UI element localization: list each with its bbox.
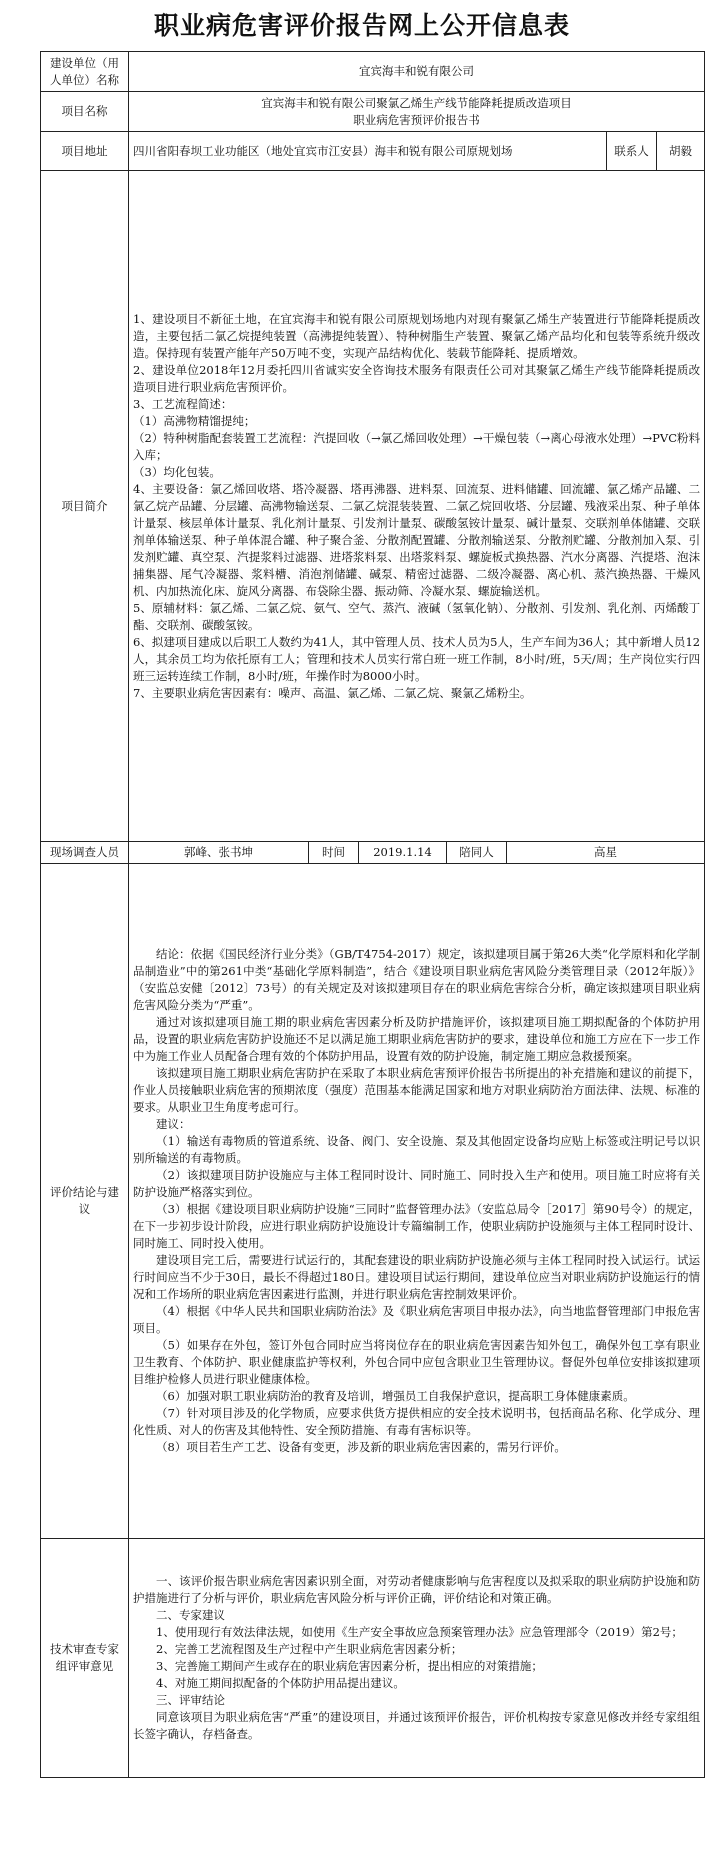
row-conclusion <box>41 864 705 1539</box>
expert-content <box>129 1539 705 1778</box>
expert-para: 4、对施工期间拟配备的个体防护用品提出建议。 <box>156 1676 405 1690</box>
info-table <box>40 51 705 1778</box>
intro-line: 6、拟建项目建成以后职工人数约为41人，其中管理人员、技术人员为5人，生产车间为36人；其中新增人员12人，其余员工均为依托原有工人；管理和技术人员实行常白班一班工作制，8小时/班，5天/周；生产岗位实行四班三运转连续工作制，8小时/班，年操作时为8000小时。 <box>133 634 701 683</box>
row-project-address <box>41 132 705 171</box>
conclusion-para: 通过对该拟建项目施工期的职业病危害因素分析及防护措施评价，该拟建项目施工期拟配备的个体防护用品，设置的职业病危害防护设施还不足以满足施工期职业病危害防护的要求，建设单位和施工方应在下一步工作中为施工作业人员配备合理有效的个体防护用品，设置有效的防护设施，制定施工期应急救援预案。 <box>133 1015 701 1063</box>
time-value: 2019.1.14 <box>359 842 447 864</box>
conclusion-para: （5）如果存在外包，签订外包合同时应当将岗位存在的职业病危害因素告知外包工，确保外包工享有职业卫生教育、个体防护、职业健康监护等权利，外包合同中应包含职业卫生管理协议。督促外包单位安排该拟建项目维护检修人员进行职业健康体检。 <box>133 1338 701 1386</box>
expert-para: 同意该项目为职业病危害“严重”的建设项目，并通过该预评价报告，评价机构按专家意见修改并经专家组组长签字确认，存档备查。 <box>133 1710 701 1741</box>
conclusion-para: （1）输送有毒物质的管道系统、设备、阀门、安全设施、泵及其他固定设备均应贴上标签或注明记号以识别所输送的有毒物质。 <box>133 1134 701 1165</box>
intro-line: 1、建设项目不新征土地，在宜宾海丰和锐有限公司原规划场地内对现有聚氯乙烯生产装置进行节能降耗提质改造，主要包括二氯乙烷提纯装置（高沸提纯装置）、特种树脂生产装置、聚氯乙烯产品均化和包装等系统升级改造。保持现有装置产能年产50万吨不变，实现产品结构优化、装载节能降耗、提质增效。 <box>133 311 701 360</box>
contact-value: 胡毅 <box>657 132 705 171</box>
intro-line: 3、工艺流程简述： <box>133 396 233 411</box>
expert-label: 技术审查专家组评审意见 <box>41 1539 129 1778</box>
intro-line: 4、主要设备：氯乙烯回收塔、塔冷凝器、塔再沸器、进料泵、回流泵、进料储罐、回流罐、氯乙烯产品罐、二氯乙烷产品罐、分层罐、高沸物输送泵、二氯乙烷混装装置、二氯乙烷回收塔、分层罐、残液采出泵、种子单体计量泵、核层单体计量泵、乳化剂计量泵、引发剂计量泵、碳酸氢铵计量泵、碱计量泵、交联剂单体储罐、交联剂单体输送泵、种子单体混合罐、种子聚合釜、分散剂配置罐、分散剂输送泵、分散剂贮罐、分散剂加入泵、引发剂贮罐、真空泵、汽提浆料过滤器、进塔浆料泵、出塔浆料泵、螺旋板式换热器、汽水分离器、汽提塔、泡沫捕集器、尾气冷凝器、浆料槽、消泡剂储罐、碱泵、精密过滤器、二级冷凝器、离心机、蒸汽换热器、干燥风机、内加热流化床、旋风分离器、布袋除尘器、振动筛、冷凝水泵、螺旋输送机。 <box>133 481 701 598</box>
conclusion-para: 结论：依据《国民经济行业分类》（GB/T4754-2017）规定，该拟建项目属于第26大类“化学原料和化学制品制造业”中的第261中类“基础化学原料制造”，结合《建设项目职业病危害风险分类管理目录（2012年版）》（安监总安健〔2012〕73号）的有关规定及对该拟建项目存在的职业病危害综合分析，确定该拟建项目职业病危害风险分类为“严重”。 <box>133 947 701 1012</box>
time-label: 时间 <box>309 842 359 864</box>
conclusion-content <box>129 864 705 1539</box>
accompany-label: 陪同人 <box>447 842 507 864</box>
conclusion-para: （4）根据《中华人民共和国职业病防治法》及《职业病危害项目申报办法》，向当地监督管理部门申报危害项目。 <box>133 1304 701 1335</box>
conclusion-para: 建设项目完工后，需要进行试运行的，其配套建设的职业病防护设施必须与主体工程同时投入试运行。试运行时间应当不少于30日，最长不得超过180日。建设项目试运行期间，建设单位应当对职业病防护设施运行的情况和工作场所的职业病危害因素进行监测，并进行职业病危害控制效果评价。 <box>133 1253 701 1301</box>
project-name-line1: 宜宾海丰和锐有限公司聚氯乙烯生产线节能降耗提质改造项目 <box>261 95 572 110</box>
expert-para: 3、完善施工期间产生或存在的职业病危害因素分析，提出相应的对策措施； <box>156 1659 543 1673</box>
conclusion-para: 该拟建项目施工期职业病危害防护在采取了本职业病危害预评价报告书所提出的补充措施和建议的前提下，作业人员接触职业病危害的预期浓度（强度）范围基本能满足国家和地方对职业病防治方面法律、法规、标准的要求。从职业卫生角度考虑可行。 <box>133 1066 701 1114</box>
project-address-value: 四川省阳春坝工业功能区（地处宜宾市江安县）海丰和锐有限公司原规划场 <box>129 132 607 171</box>
intro-line: 7、主要职业病危害因素有：噪声、高温、氯乙烯、二氯乙烷、聚氯乙烯粉尘。 <box>133 685 532 700</box>
conclusion-para: （6）加强对职工职业病防治的教育及培训，增强员工自我保护意识，提高职工身体健康素质。 <box>156 1389 635 1403</box>
row-intro <box>41 171 705 842</box>
expert-para: 2、完善工艺流程图及生产过程中产生职业病危害因素分析； <box>156 1642 463 1656</box>
conclusion-para: （3）根据《建设项目职业病防护设施“三同时”监督管理办法》（安监总局令［2017］第90号令）的规定，在下一步初步设计阶段，应进行职业病防护设施设计专篇编制工作，使职业病防护设施须与主体工程同时设计、同时施工、同时投入使用。 <box>133 1202 701 1250</box>
row-expert <box>41 1539 705 1778</box>
conclusion-para: 建议： <box>156 1117 191 1131</box>
row-project-name <box>41 92 705 132</box>
contact-label: 联系人 <box>607 132 657 171</box>
intro-line: 2、建设单位2018年12月委托四川省诚实安全咨询技术服务有限责任公司对其聚氯乙烯生产线节能降耗提质改造项目进行职业病危害预评价。 <box>133 362 701 394</box>
intro-label: 项目简介 <box>41 171 129 842</box>
row-unit <box>41 52 705 92</box>
intro-line: （3）均化包装。 <box>133 464 221 479</box>
row-survey <box>41 842 705 864</box>
unit-label: 建设单位（用人单位）名称 <box>41 52 129 92</box>
conclusion-para: （7）针对项目涉及的化学物质，应要求供货方提供相应的安全技术说明书，包括商品名称、化学成分、理化性质、对人的伤害及其他特性、安全预防措施、有毒有害标识等。 <box>133 1406 701 1437</box>
page-title: 职业病危害评价报告网上公开信息表 <box>153 11 570 40</box>
conclusion-para: （8）项目若生产工艺、设备有变更，涉及新的职业病危害因素的，需另行评价。 <box>156 1440 566 1454</box>
unit-value: 宜宾海丰和锐有限公司 <box>129 52 705 92</box>
intro-line: 5、原辅材料：氯乙烯、二氯乙烷、氨气、空气、蒸汽、液碱（氢氧化钠）、分散剂、引发剂、乳化剂、丙烯酸丁酯、交联剂、碳酸氢铵。 <box>133 600 701 632</box>
project-name-line2: 职业病危害预评价报告书 <box>353 112 480 127</box>
expert-para: 1、使用现行有效法律法规，如使用《生产安全事故应急预案管理办法》应急管理部令（2019）第2号； <box>156 1625 683 1639</box>
conclusion-para: （2）该拟建项目防护设施应与主体工程同时设计、同时施工、同时投入生产和使用。项目施工时应将有关防护设施严格落实到位。 <box>133 1168 701 1199</box>
project-name-value <box>129 92 705 132</box>
expert-para: 三、评审结论 <box>156 1693 225 1707</box>
intro-content <box>129 171 705 842</box>
expert-para: 一、该评价报告职业病危害因素识别全面，对劳动者健康影响与危害程度以及拟采取的职业病防护设施和防护措施进行了分析与评价，职业病危害风险分析与评价正确，评价结论和对策正确。 <box>133 1574 701 1605</box>
survey-staff-label: 现场调查人员 <box>41 842 129 864</box>
project-address-label: 项目地址 <box>41 132 129 171</box>
conclusion-label: 评价结论与建议 <box>41 864 129 1539</box>
expert-para: 二、专家建议 <box>156 1608 225 1622</box>
project-name-label: 项目名称 <box>41 92 129 132</box>
intro-line: （2）特种树脂配套装置工艺流程：汽提回收（→氯乙烯回收处理）→干燥包装（→离心母液水处理）→PVC粉料入库； <box>133 430 701 462</box>
intro-line: （1）高沸物精馏提纯； <box>133 413 256 428</box>
accompany-value: 高星 <box>507 842 705 864</box>
survey-staff-value: 郭峰、张书坤 <box>129 842 309 864</box>
